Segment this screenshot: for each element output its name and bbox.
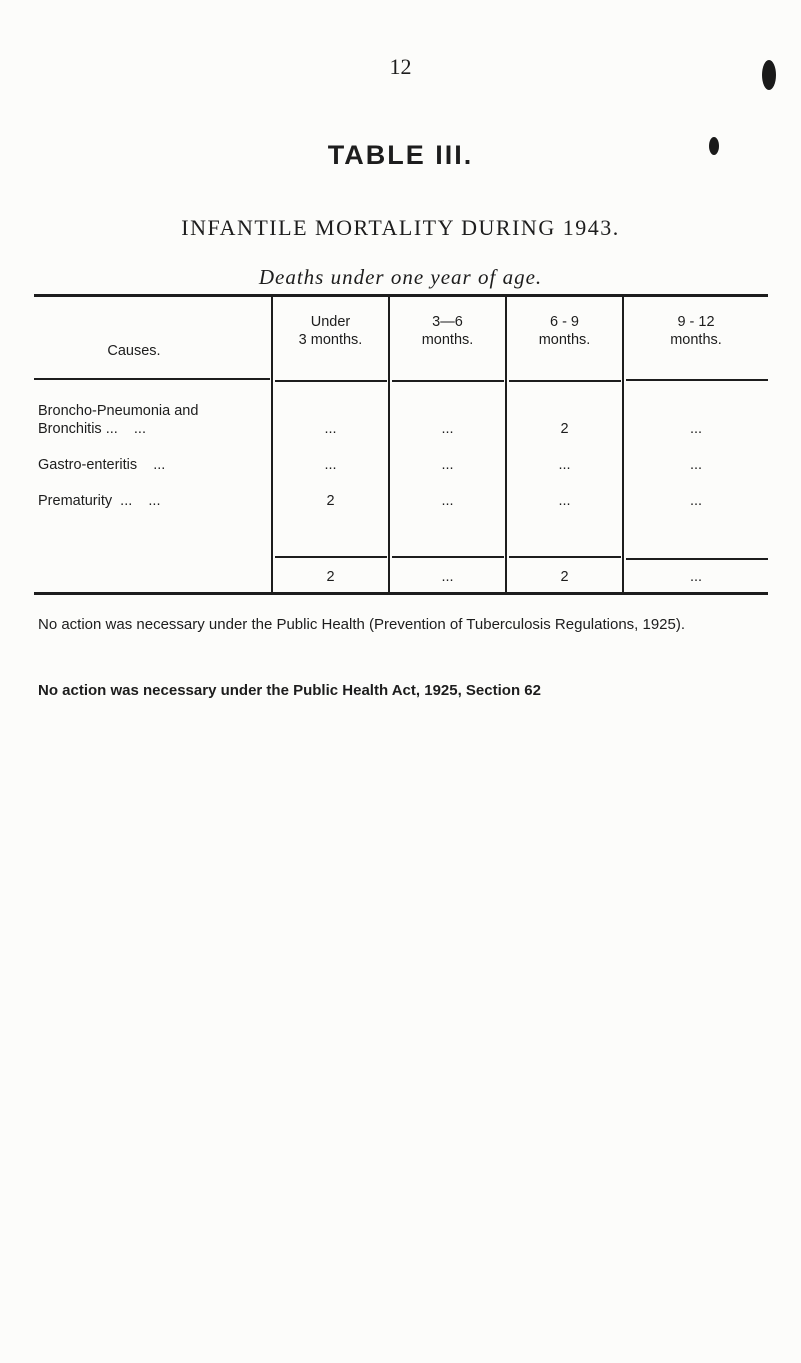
header-rule <box>509 380 621 382</box>
header-rule <box>392 380 504 382</box>
cause-line: Bronchitis ... ... <box>38 421 146 437</box>
header-rule <box>275 380 387 382</box>
table-cell: ... <box>558 457 571 473</box>
header-9-12-months <box>626 313 766 349</box>
header-line: months. <box>421 332 474 348</box>
page-number: 12 <box>389 54 412 79</box>
column-rule <box>388 297 390 595</box>
public-health-act-note: No action was necessary under the Public Health Act, 1925, Section 62 <box>38 682 541 699</box>
table-cell: ... <box>689 493 703 509</box>
totals-rule <box>626 558 768 560</box>
table-bottom-rule <box>34 592 768 595</box>
header-rule <box>626 379 768 381</box>
table-cell: ... <box>441 421 454 437</box>
table-top-rule <box>34 294 768 297</box>
totals-rule <box>275 556 387 558</box>
total-cell: 2 <box>326 569 335 585</box>
total-cell: 2 <box>560 569 569 585</box>
ink-speck-decoration <box>762 60 776 90</box>
total-cell: ... <box>689 569 703 585</box>
column-rule <box>622 297 624 595</box>
table-title: TABLE III. <box>327 140 474 170</box>
header-causes <box>34 342 234 360</box>
totals-rule <box>392 556 504 558</box>
cause-line: Broncho-Pneumonia and <box>38 403 199 419</box>
header-6-9-months <box>507 313 622 349</box>
column-rule <box>271 297 273 595</box>
column-rule <box>505 297 507 595</box>
header-line: 3—6 <box>432 314 463 330</box>
total-cell: ... <box>441 569 454 585</box>
table-cell: 2 <box>326 493 335 509</box>
header-3-6-months <box>390 313 505 349</box>
tuberculosis-regulations-note: No action was necessary under the Public Health (Prevention of Tuberculosis Regulations, 1925). <box>38 616 686 633</box>
header-causes-label: Causes. <box>107 343 161 359</box>
header-line: 3 months. <box>298 332 363 348</box>
table-caption: Deaths under one year of age. <box>258 265 543 289</box>
header-line: months. <box>670 332 722 348</box>
table-cell: ... <box>689 421 703 437</box>
table-cell: ... <box>324 457 337 473</box>
table-cell: 2 <box>560 421 569 437</box>
row-cause: Gastro-enteritis ... <box>38 457 166 473</box>
header-under-3-months <box>273 313 388 349</box>
totals-rule <box>509 556 621 558</box>
row-cause <box>38 402 198 438</box>
header-line: Under <box>310 314 351 330</box>
header-line: months. <box>538 332 591 348</box>
header-line: 6 - 9 <box>549 314 579 330</box>
table-cell: ... <box>689 457 703 473</box>
table-cell: ... <box>441 493 454 509</box>
table-subtitle: INFANTILE MORTALITY DURING 1943. <box>181 215 620 240</box>
table-cell: ... <box>324 421 337 437</box>
table-cell: ... <box>558 493 571 509</box>
row-cause: Prematurity ... ... <box>38 493 161 509</box>
table-cell: ... <box>441 457 454 473</box>
header-line: 9 - 12 <box>677 314 715 330</box>
header-rule <box>34 378 270 380</box>
